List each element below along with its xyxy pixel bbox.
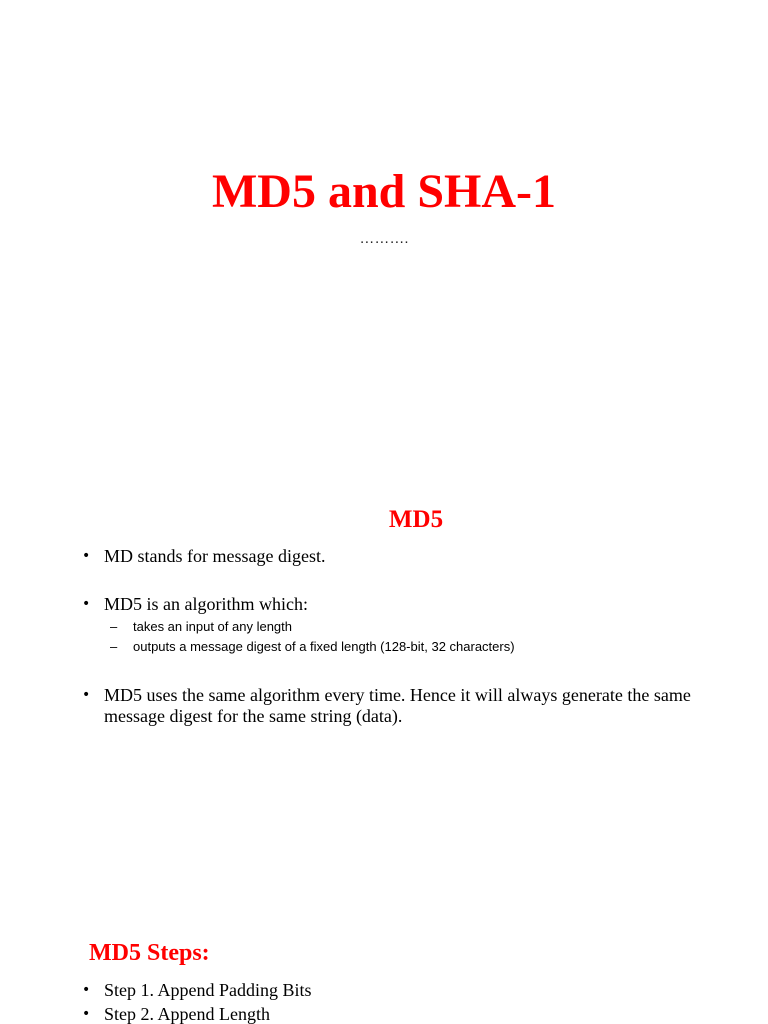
md5-bullet-list-2 <box>80 594 730 657</box>
bullet-icon: • <box>82 687 91 703</box>
sub-bullet-text: outputs a message digest of a fixed length (128-bit, 32 characters) <box>133 639 515 654</box>
bullet-icon: • <box>82 1006 91 1022</box>
md5-steps-list <box>80 978 730 1024</box>
presentation-title: MD5 and SHA-1 <box>211 165 557 218</box>
bullet-icon: • <box>82 596 91 612</box>
bullet-icon: • <box>82 982 91 998</box>
list-item <box>80 594 730 657</box>
md5-bullet-list-1 <box>80 546 730 567</box>
title-slide <box>0 0 768 400</box>
sub-list-item <box>104 617 730 637</box>
dash-icon: – <box>110 619 118 634</box>
bullet-text: MD5 is an algorithm which: <box>104 594 308 614</box>
sub-bullet-text: takes an input of any length <box>133 619 293 634</box>
sub-list-item <box>104 637 730 657</box>
presentation-subtitle: ………. <box>359 230 409 247</box>
step-text: Step 2. Append Length <box>104 1004 270 1024</box>
md5-steps-slide <box>0 900 768 1024</box>
bullet-icon: • <box>82 548 91 564</box>
list-item <box>80 1002 730 1024</box>
bullet-text: MD5 uses the same algorithm every time. Hence it will always generate the same message digest for the same string (data). <box>104 685 691 726</box>
dash-icon: – <box>110 639 118 654</box>
md5-bullet-list-3 <box>80 685 730 727</box>
list-item <box>80 978 730 1002</box>
sub-bullet-list <box>104 617 730 657</box>
md5-slide-title: MD5 <box>388 506 444 533</box>
list-item <box>80 685 730 727</box>
bullet-text: MD stands for message digest. <box>104 546 326 566</box>
md5-slide <box>0 480 768 780</box>
md5-steps-title: MD5 Steps: <box>89 940 210 966</box>
step-text: Step 1. Append Padding Bits <box>104 980 312 1000</box>
list-item <box>80 546 730 567</box>
